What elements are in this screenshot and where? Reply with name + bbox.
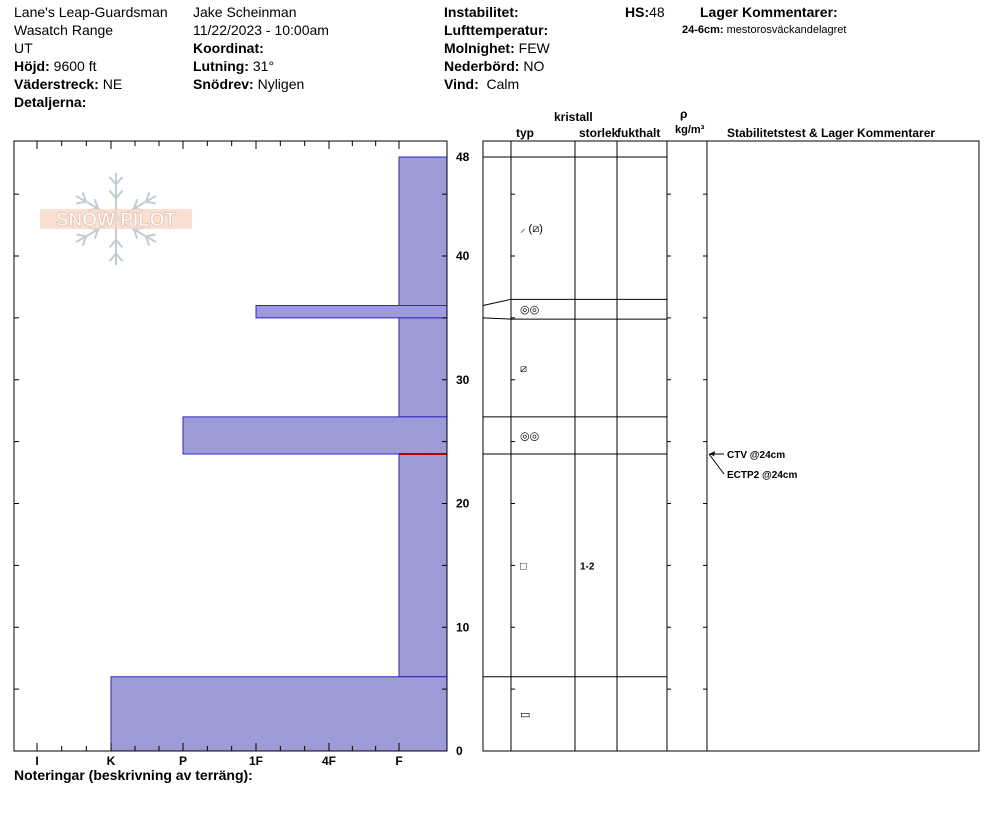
grain-type-symbol: □ (520, 560, 527, 573)
row-connector (483, 299, 511, 305)
x-tick-label: P (178, 754, 188, 768)
mountain-range: Wasatch Range (14, 22, 114, 38)
grain-type-symbol: ⧄ (520, 362, 527, 375)
row-connector (483, 318, 511, 319)
y-tick-label: 10 (456, 620, 470, 635)
grain-table-border (483, 141, 979, 751)
snowflake-branch (146, 234, 156, 236)
elevation-value: 9600 ft (53, 58, 97, 74)
moisture-header: fukthalt (617, 126, 661, 140)
layer-comment-text: mestorosväckandelagret (726, 24, 847, 36)
snowflake-branch (76, 202, 86, 204)
slope-value: 31° (252, 58, 275, 74)
y-tick-label: 0 (456, 744, 463, 758)
terrain-notes-label: Noteringar (beskrivning av terräng): (14, 767, 253, 783)
y-tick-label: 40 (456, 249, 470, 263)
hardness-layers (111, 157, 447, 751)
stability-header: Stabilitetstest & Lager Kommentarer (727, 126, 936, 140)
hardness-layer-1F (256, 306, 447, 318)
x-tick-label: F (395, 754, 403, 768)
grain-size-value: 1-2 (580, 561, 595, 573)
test-arrow (709, 454, 724, 474)
stability-test-label: ECTP2 @24cm (727, 470, 798, 481)
instability-label: Instabilitet: (444, 4, 519, 20)
cloud-value: FEW (518, 40, 550, 56)
y-tick-label: 30 (456, 372, 470, 387)
x-tick-label: 1F (248, 754, 264, 768)
drift-value: Nyligen (257, 76, 305, 92)
grain-type-symbol: ◎◎ (520, 430, 540, 443)
wind-value: Calm (486, 76, 520, 92)
grain-type-symbol: ▭ (520, 708, 531, 721)
hardness-layer-K (111, 677, 447, 751)
snowpilot-logo (40, 173, 192, 265)
aspect-label: Väderstreck: (14, 76, 99, 92)
aspect-value: NE (102, 76, 123, 92)
grain-table (483, 141, 979, 751)
y-tick-label: 48 (456, 150, 470, 164)
x-tick-label: 4F (321, 754, 337, 768)
hardness-layer-F (399, 454, 447, 677)
x-tick-label: I (35, 754, 39, 768)
hardness-layer-F (399, 157, 447, 318)
stability-test-label: CTV @24cm (727, 450, 786, 461)
grain-type-symbol: ⸝ (⧄) (520, 223, 543, 236)
logo-text: SNOW PILOT (55, 210, 177, 231)
layer-comment-range: 24-6cm: (682, 24, 724, 36)
snowflake-branch (76, 234, 86, 236)
observer-name: Jake Scheinman (193, 4, 297, 20)
observation-datetime: 11/22/2023 - 10:00am (193, 22, 329, 38)
cloud-label: Molnighet: (444, 40, 515, 56)
y-tick-label: 20 (456, 496, 470, 511)
coordinate-label: Koordinat: (193, 40, 264, 56)
snowflake-branch (146, 202, 156, 204)
precip-label: Nederbörd: (444, 58, 520, 74)
location-name: Lane's Leap-Guardsman (14, 4, 168, 20)
precip-value: NO (523, 58, 545, 74)
x-tick-label: K (106, 754, 116, 768)
hardness-layer-F (399, 318, 447, 417)
wind-label: Vind: (444, 76, 479, 92)
type-header: typ (516, 126, 534, 140)
crystal-header: kristall (554, 110, 593, 124)
slope-label: Lutning: (193, 58, 249, 74)
state: UT (14, 40, 33, 56)
hs-label: HS: (625, 4, 650, 20)
details-label: Detaljerna: (14, 94, 87, 110)
layer-comments-title: Lager Kommentarer: (700, 4, 838, 20)
density-unit-header: kg/m³ (675, 124, 705, 136)
elevation-label: Höjd: (14, 58, 50, 74)
drift-label: Snödrev: (193, 76, 254, 92)
size-header: storlek (579, 126, 619, 140)
hardness-layer-P (183, 417, 447, 454)
grain-type-symbol: ◎◎ (520, 304, 540, 317)
rho-header: ρ (680, 107, 688, 121)
air-temp-label: Lufttemperatur: (444, 22, 549, 38)
hs-value: 48 (649, 4, 665, 20)
